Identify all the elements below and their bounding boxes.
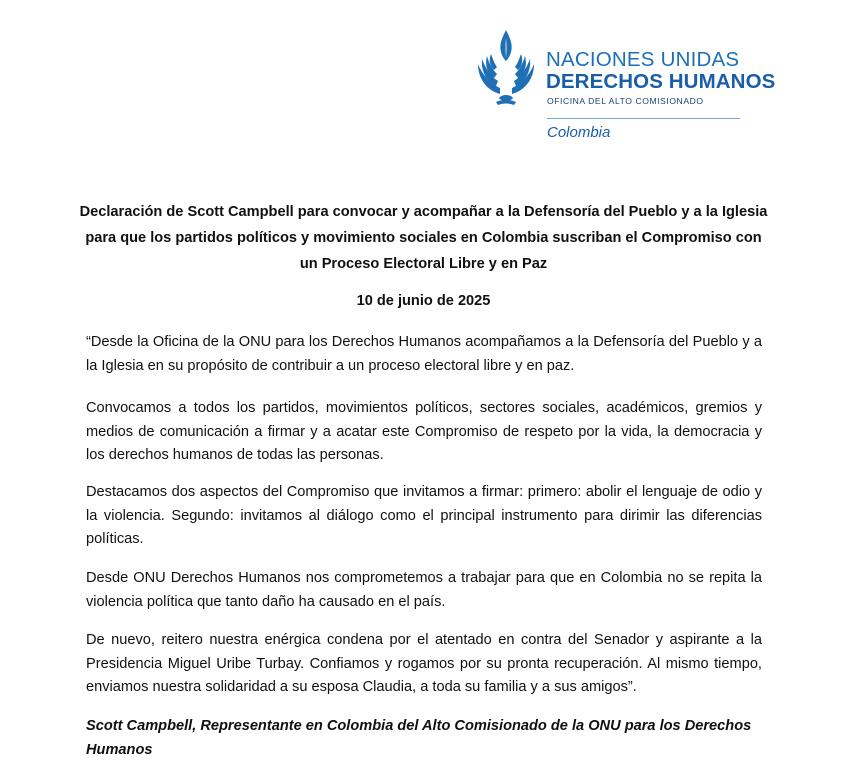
org-name-line1: NACIONES UNIDAS (546, 48, 740, 71)
ohchr-logo (470, 28, 776, 148)
paragraph-5: De nuevo, reitero nuestra enérgica condena por el atentado en contra del Senador y aspirante a la Presidencia Miguel Uribe Turbay. Confiamos y rogamos por su pronta recuperación. Al mismo tiempo, enviamos nuestra solidaridad a su esposa Claudia, a toda su familia y a sus amigos”. (86, 632, 762, 695)
org-name-line2: DERECHOS HUMANOS (546, 70, 776, 93)
document-date: 10 de junio de 2025 (356, 293, 491, 309)
paragraph-3: Destacamos dos aspectos del Compromiso que invitamos a firmar: primero: abolir el lenguaje de odio y la violencia. Segundo: invitamos al diálogo como el principal instrumento para dirimir las diferencias políticas. (86, 484, 762, 547)
org-subtitle: OFICINA DEL ALTO COMISIONADO (547, 96, 704, 106)
country-label: Colombia (547, 124, 611, 141)
logo-divider (547, 118, 740, 119)
un-emblem-icon (472, 28, 540, 106)
document-title: Declaración de Scott Campbell para convocar y acompañar a la Defensoría del Pueblo y a la Iglesia para que los partidos políticos y movimiento sociales en Colombia suscriban el Compromiso con un Proceso Electoral Libre y en Paz (79, 204, 768, 272)
paragraph-1: “Desde la Oficina de la ONU para los Derechos Humanos acompañamos a la Defensoría del Pueblo y a la Iglesia en su propósito de contribuir a un proceso electoral libre y en paz. (86, 334, 762, 374)
paragraph-4: Desde ONU Derechos Humanos nos comprometemos a trabajar para que en Colombia no se repita la violencia política que tanto daño ha causado en el país. (86, 570, 762, 610)
signature: Scott Campbell, Representante en Colombia del Alto Comisionado de la ONU para los Derechos Humanos (86, 718, 752, 758)
paragraph-2: Convocamos a todos los partidos, movimientos políticos, sectores sociales, académicos, gremios y medios de comunicación a firmar y a acatar este Compromiso de respeto por la vida, la democracia y los derechos humanos de todas las personas. (86, 400, 762, 463)
